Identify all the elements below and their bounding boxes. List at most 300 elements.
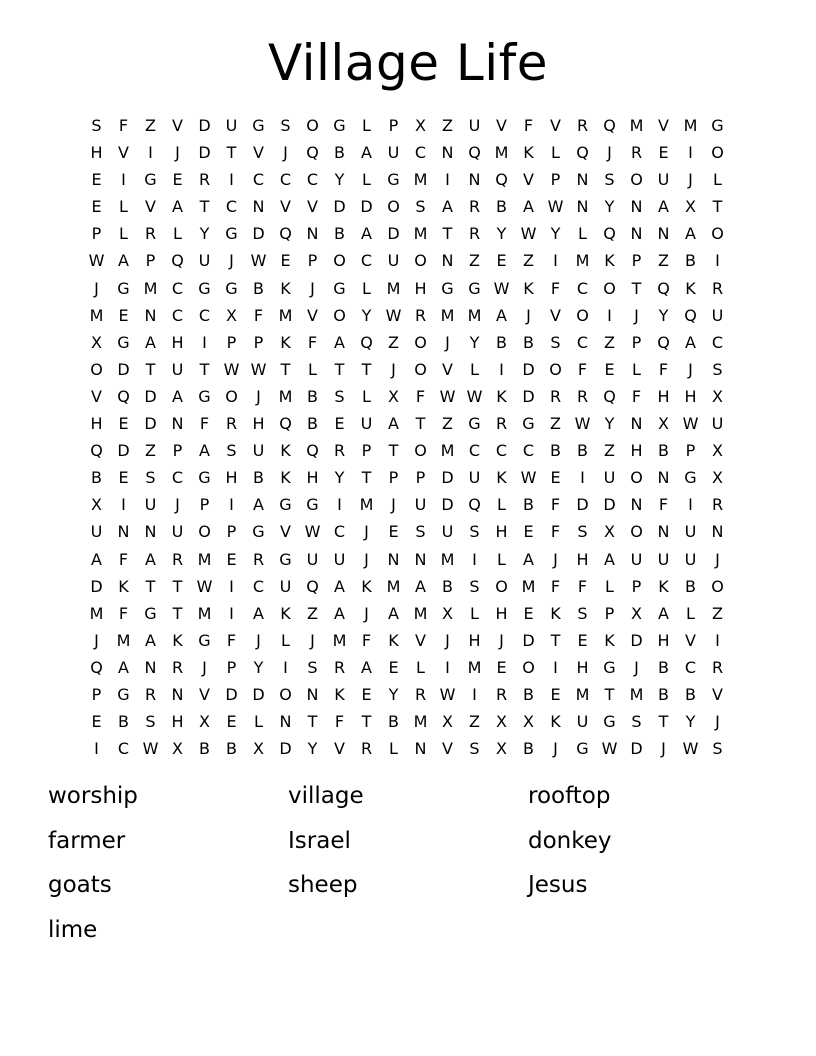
grid-letter: C [495,441,508,461]
grid-letter: Y [334,170,345,190]
grid-letter: G [468,278,481,298]
grid-letter: N [144,305,157,325]
grid-letter: N [252,197,265,217]
grid-letter: M [197,603,212,623]
grid-letter: B [91,468,102,488]
grid-letter: J [175,143,180,163]
grid-letter: U [90,522,103,542]
grid-letter: G [468,414,481,434]
grid-letter: F [118,603,129,623]
grid-letter: S [91,116,102,135]
grid-letter: M [89,603,104,623]
grid-letter: V [307,305,318,325]
grid-letter: R [414,305,427,325]
grid-letter: J [715,549,720,569]
grid-letter: H [657,386,670,406]
grid-letter: T [361,712,372,732]
grid-letter: C [171,278,184,298]
grid-letter: Q [90,657,103,677]
grid-letter: A [334,576,345,596]
grid-row [83,302,733,329]
grid-letter: N [441,251,454,271]
grid-letter: O [198,522,211,542]
grid-letter: L [470,603,479,623]
grid-row [83,708,733,735]
grid-row [83,654,733,681]
grid-letter: N [414,549,427,569]
grid-letter: S [226,441,237,461]
grid-letter: A [361,143,372,163]
grid-letter: F [550,495,561,515]
word-list-item: farmer [48,827,126,854]
grid-letter: N [144,657,157,677]
grid-letter: F [658,359,669,379]
grid-letter: J [661,739,666,759]
grid-letter: X [496,712,507,732]
grid-letter: U [468,468,481,488]
grid-letter: I [229,603,234,623]
grid-letter: A [172,386,183,406]
grid-letter: E [496,251,507,271]
grid-letter: D [198,143,211,163]
grid-letter: A [685,332,696,352]
grid-letter: R [630,143,643,163]
grid-letter: E [118,414,129,434]
grid-letter: F [199,414,210,434]
grid-letter: R [171,549,184,569]
grid-letter: V [199,684,210,704]
grid-letter: X [442,712,453,732]
grid-letter: P [145,251,156,271]
grid-letter: A [145,549,156,569]
grid-letter: B [334,143,345,163]
grid-letter: U [144,495,157,515]
grid-letter: M [467,657,482,677]
grid-letter: Y [199,224,210,244]
grid-letter: V [550,116,561,135]
grid-row [83,627,733,654]
grid-row [83,112,733,139]
grid-letter: Q [657,332,670,352]
grid-letter: K [334,684,345,704]
grid-letter: G [603,657,616,677]
grid-letter: M [467,305,482,325]
grid-letter: B [307,414,318,434]
grid-letter: K [550,712,561,732]
grid-letter: Y [604,197,615,217]
grid-letter: X [91,495,102,515]
grid-letter: D [387,224,400,244]
grid-letter: X [442,603,453,623]
grid-letter: F [334,712,345,732]
grid-letter: L [632,359,641,379]
grid-letter: G [279,495,292,515]
grid-letter: C [171,305,184,325]
grid-letter: B [685,684,696,704]
grid-letter: Q [306,441,319,461]
grid-letter: C [279,170,292,190]
grid-letter: Z [658,251,669,271]
grid-letter: E [388,657,399,677]
grid-letter: V [523,170,534,190]
grid-letter: E [226,712,237,732]
grid-letter: E [334,414,345,434]
grid-row [83,681,733,708]
grid-letter: B [523,684,534,704]
grid-letter: A [91,549,102,569]
grid-letter: S [550,332,561,352]
grid-letter: T [550,630,561,650]
grid-letter: A [253,603,264,623]
grid-letter: J [364,522,369,542]
grid-letter: X [658,414,669,434]
grid-letter: A [604,549,615,569]
grid-letter: G [198,278,211,298]
grid-letter: R [414,684,427,704]
grid-letter: S [604,170,615,190]
grid-letter: H [90,143,103,163]
grid-letter: J [391,359,396,379]
grid-letter: S [712,739,723,759]
grid-letter: X [172,739,183,759]
grid-letter: F [550,278,561,298]
grid-letter: J [607,143,612,163]
grid-letter: H [414,278,427,298]
grid-letter: N [441,143,454,163]
grid-letter: M [143,278,158,298]
grid-row [83,437,733,464]
grid-letter: W [547,197,564,217]
grid-letter: E [91,197,102,217]
grid-letter: O [333,251,346,271]
grid-letter: C [522,441,535,461]
grid-letter: R [198,170,211,190]
grid-letter: C [252,170,265,190]
grid-letter: Y [550,224,561,244]
grid-letter: P [388,116,399,135]
grid-letter: N [657,224,670,244]
grid-letter: D [441,468,454,488]
grid-letter: H [495,603,508,623]
grid-letter: K [280,441,291,461]
grid-letter: I [121,170,126,190]
grid-letter: I [553,251,558,271]
grid-letter: N [171,684,184,704]
grid-letter: V [280,197,291,217]
grid-letter: N [279,712,292,732]
grid-letter: M [440,441,455,461]
grid-letter: T [658,712,669,732]
grid-letter: A [172,197,183,217]
grid-row [83,410,733,437]
grid-letter: U [387,143,400,163]
grid-letter: M [332,630,347,650]
grid-letter: I [715,630,720,650]
grid-letter: O [495,576,508,596]
grid-letter: A [442,197,453,217]
grid-row [83,464,733,491]
grid-letter: J [553,549,558,569]
grid-letter: Z [604,441,615,461]
grid-letter: P [199,495,210,515]
grid-letter: F [253,305,264,325]
grid-letter: K [118,576,129,596]
grid-letter: O [306,116,319,135]
grid-letter: E [658,143,669,163]
grid-letter: E [118,468,129,488]
grid-letter: B [118,712,129,732]
grid-letter: X [388,386,399,406]
grid-letter: M [116,630,131,650]
grid-letter: E [91,170,102,190]
grid-letter: W [493,278,510,298]
grid-letter: H [171,332,184,352]
grid-letter: O [630,522,643,542]
grid-letter: Q [603,386,616,406]
grid-letter: V [172,116,183,135]
grid-letter: J [283,143,288,163]
grid-letter: O [711,224,724,244]
grid-letter: R [576,386,589,406]
grid-letter: L [551,143,560,163]
word-list [48,776,768,954]
grid-letter: N [657,522,670,542]
grid-letter: Q [603,224,616,244]
grid-letter: L [362,170,371,190]
grid-letter: O [603,278,616,298]
grid-letter: H [306,468,319,488]
grid-letter: P [550,170,561,190]
grid-letter: P [388,468,399,488]
grid-letter: K [658,576,669,596]
grid-letter: B [523,739,534,759]
grid-letter: J [310,630,315,650]
grid-letter: D [144,386,157,406]
grid-letter: T [604,684,615,704]
grid-letter: D [117,441,130,461]
grid-letter: N [306,224,319,244]
grid-letter: M [413,170,428,190]
grid-row [83,491,733,518]
grid-letter: P [631,251,642,271]
grid-letter: W [466,386,483,406]
word-list-item: Jesus [528,872,588,898]
grid-letter: L [173,224,182,244]
grid-letter: M [440,305,455,325]
grid-letter: Z [145,441,156,461]
grid-letter: I [445,170,450,190]
grid-letter: E [550,684,561,704]
grid-letter: L [470,359,479,379]
grid-letter: M [575,684,590,704]
grid-row [83,546,733,573]
grid-letter: B [496,332,507,352]
grid-letter: N [468,170,481,190]
grid-letter: T [145,359,156,379]
grid-letter: R [495,414,508,434]
grid-letter: F [361,630,372,650]
grid-letter: N [144,522,157,542]
grid-letter: J [202,657,207,677]
grid-letter: T [361,359,372,379]
grid-letter: F [307,332,318,352]
grid-letter: B [685,251,696,271]
grid-letter: C [252,576,265,596]
grid-letter: G [711,116,724,135]
grid-row [83,518,733,545]
grid-letter: B [334,224,345,244]
grid-letter: X [415,116,426,135]
grid-letter: H [252,414,265,434]
grid-letter: K [604,630,615,650]
grid-letter: M [521,576,536,596]
grid-letter: U [468,116,481,135]
grid-letter: G [144,603,157,623]
grid-letter: R [252,549,265,569]
grid-letter: I [499,359,504,379]
grid-letter: U [711,305,724,325]
grid-letter: J [634,305,639,325]
grid-letter: A [496,305,507,325]
grid-letter: U [657,549,670,569]
grid-letter: F [550,576,561,596]
grid-letter: R [468,224,481,244]
grid-row [83,600,733,627]
grid-letter: A [199,441,210,461]
grid-letter: G [684,468,697,488]
grid-letter: Z [442,116,453,135]
grid-letter: Y [307,739,318,759]
grid-letter: R [468,197,481,217]
grid-letter: V [442,739,453,759]
grid-letter: S [334,386,345,406]
grid-letter: U [387,251,400,271]
grid-letter: J [688,359,693,379]
grid-letter: B [523,495,534,515]
grid-letter: I [580,468,585,488]
grid-letter: C [711,332,724,352]
grid-letter: N [576,197,589,217]
grid-letter: Y [496,224,507,244]
grid-letter: B [577,441,588,461]
grid-letter: C [360,251,373,271]
grid-letter: D [630,739,643,759]
grid-letter: P [226,657,237,677]
grid-letter: P [172,441,183,461]
grid-letter: K [550,603,561,623]
grid-letter: Z [523,251,534,271]
grid-letter: K [361,576,372,596]
grid-letter: L [497,495,506,515]
grid-letter: Q [306,576,319,596]
grid-letter: Y [334,468,345,488]
grid-letter: D [144,414,157,434]
grid-letter: A [118,251,129,271]
grid-row [83,220,733,247]
grid-letter: X [685,197,696,217]
grid-letter: E [604,359,615,379]
grid-letter: U [657,170,670,190]
grid-letter: E [550,468,561,488]
word-list-item: rooftop [528,783,611,809]
grid-letter: N [711,522,724,542]
grid-letter: Q [171,251,184,271]
grid-letter: Z [388,332,399,352]
grid-letter: P [91,224,102,244]
grid-letter: O [279,684,292,704]
grid-letter: Q [306,143,319,163]
grid-letter: Q [495,170,508,190]
grid-letter: X [523,712,534,732]
grid-letter: N [630,224,643,244]
grid-letter: H [684,386,697,406]
grid-letter: O [90,359,103,379]
grid-letter: G [603,712,616,732]
grid-letter: A [415,576,426,596]
grid-letter: K [496,386,507,406]
grid-letter: V [550,305,561,325]
grid-letter: V [415,630,426,650]
grid-letter: V [712,684,723,704]
grid-letter: I [229,495,234,515]
grid-letter: K [280,603,291,623]
grid-letter: G [252,116,265,135]
grid-letter: D [252,684,265,704]
grid-letter: F [118,116,129,135]
grid-letter: P [253,332,264,352]
grid-letter: G [144,170,157,190]
grid-letter: J [310,278,315,298]
grid-letter: T [199,197,210,217]
grid-letter: W [88,251,105,271]
grid-letter: W [682,414,699,434]
grid-letter: V [496,116,507,135]
grid-letter: A [388,414,399,434]
grid-letter: V [307,197,318,217]
grid-letter: V [334,739,345,759]
grid-letter: K [523,143,534,163]
grid-letter: O [711,576,724,596]
grid-letter: M [359,495,374,515]
grid-letter: U [306,549,319,569]
grid-letter: Q [576,143,589,163]
grid-letter: C [117,739,130,759]
grid-letter: R [711,495,724,515]
grid-letter: S [469,576,480,596]
grid-letter: G [306,495,319,515]
grid-letter: Y [604,414,615,434]
grid-letter: V [91,386,102,406]
grid-letter: J [391,495,396,515]
grid-letter: M [386,278,401,298]
grid-letter: U [576,712,589,732]
grid-letter: R [144,684,157,704]
grid-letter: J [688,170,693,190]
grid-letter: D [360,197,373,217]
grid-letter: I [715,251,720,271]
grid-letter: X [712,386,723,406]
grid-letter: O [576,305,589,325]
page-title: Village Life [268,34,548,92]
grid-letter: Q [603,116,616,135]
grid-letter: N [657,468,670,488]
grid-letter: H [576,549,589,569]
grid-letter: F [415,386,426,406]
grid-letter: R [171,657,184,677]
letter-grid [83,112,733,762]
grid-letter: W [682,739,699,759]
grid-letter: E [172,170,183,190]
